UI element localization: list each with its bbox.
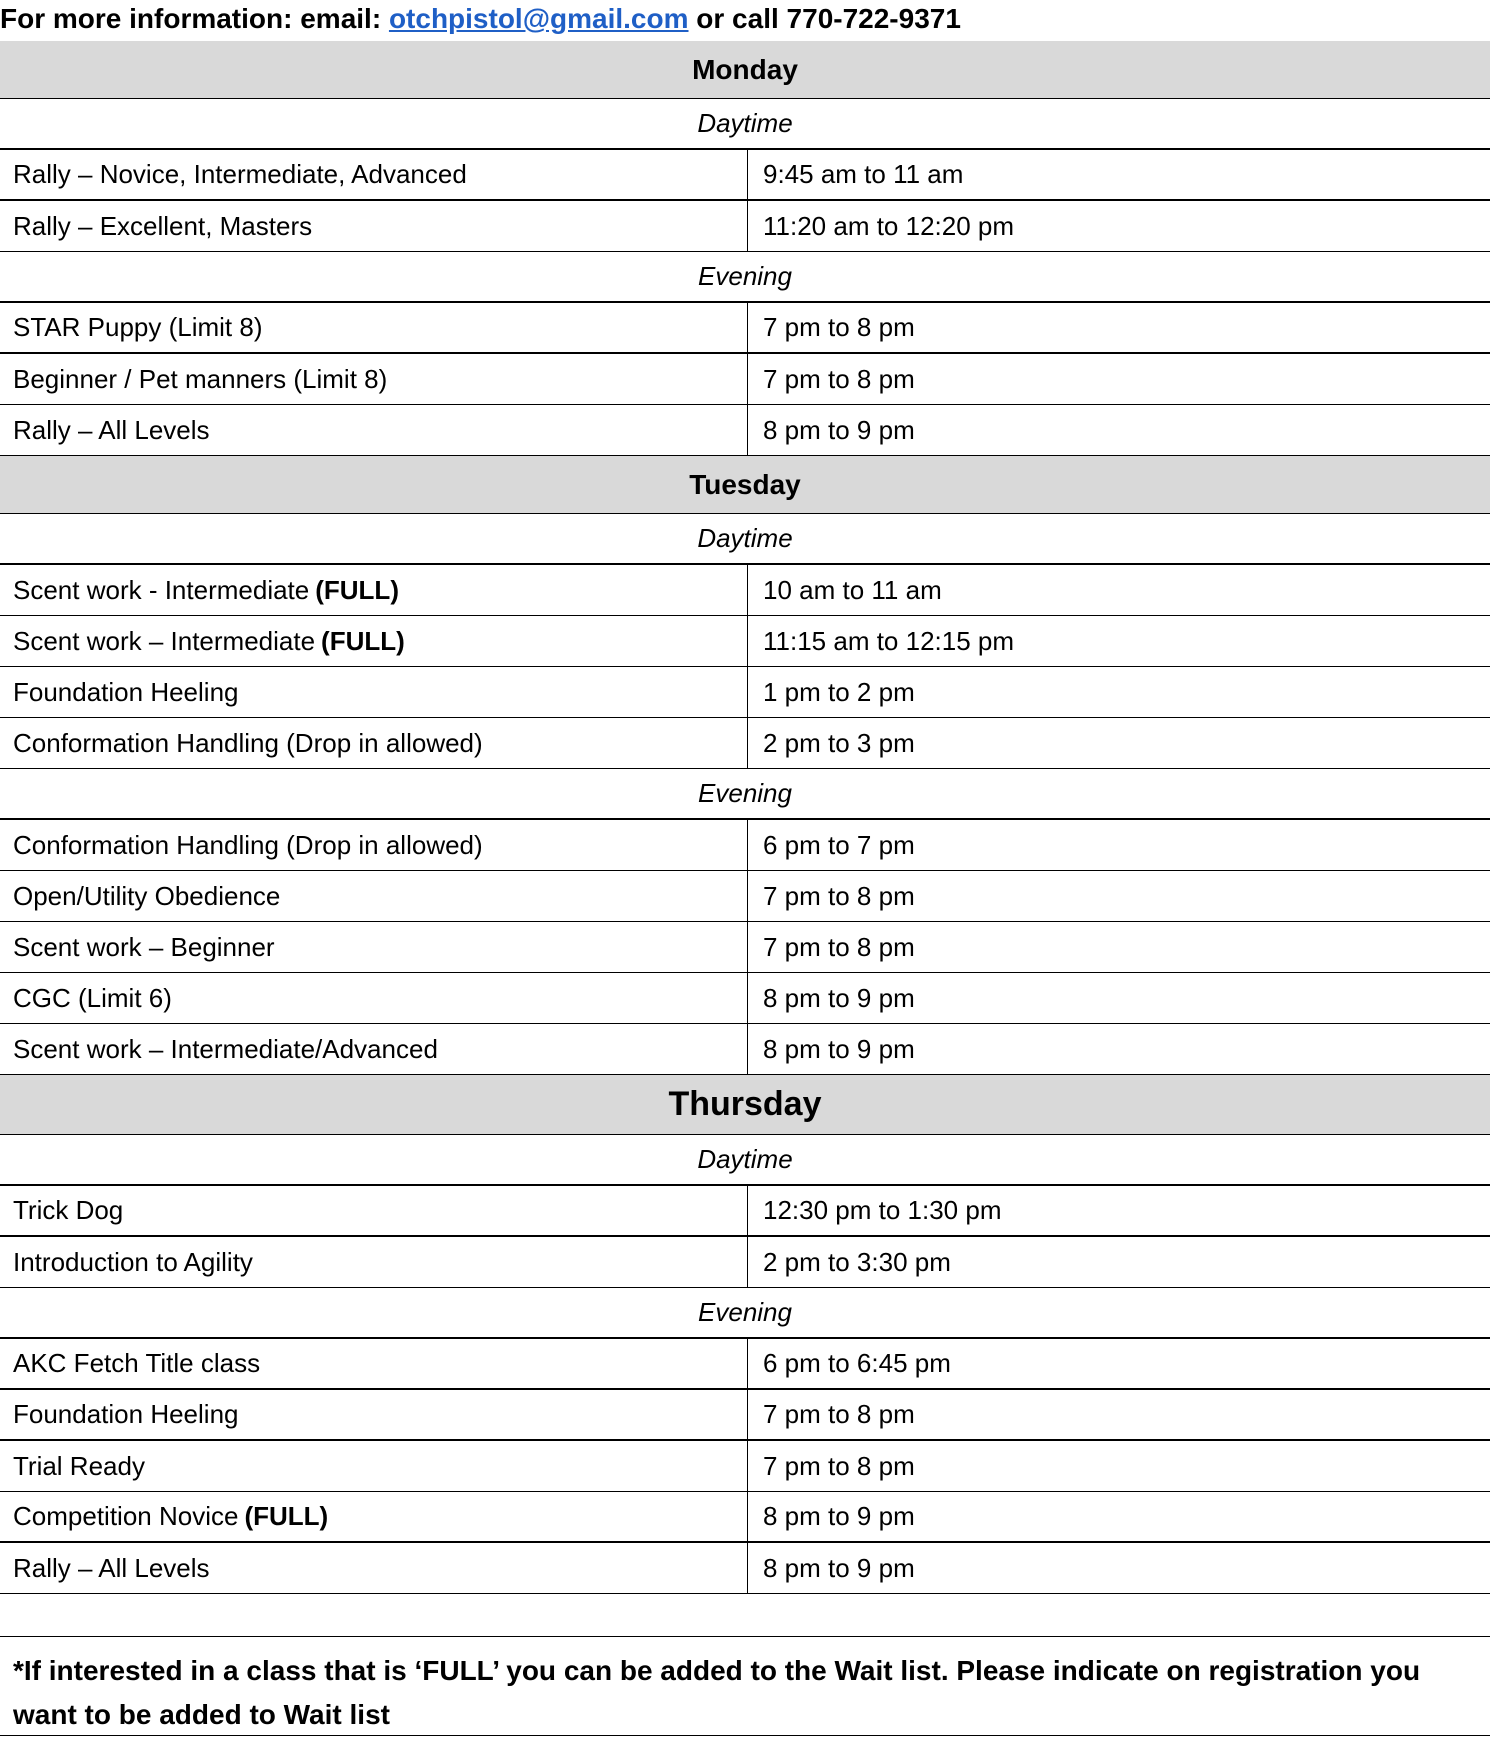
class-time: 2 pm to 3:30 pm (763, 1246, 951, 1277)
class-name: Trial Ready (13, 1450, 145, 1481)
wait-list-note-line-1: *If interested in a class that is ‘FULL’ you can be added to the Wait list. Please indicate on registration you (13, 1655, 1421, 1686)
class-time: 7 pm to 8 pm (763, 363, 915, 394)
class-name-cell (0, 1441, 748, 1491)
class-name: Competition Novice (13, 1501, 239, 1531)
class-row (0, 718, 1490, 769)
class-time: 2 pm to 3 pm (763, 727, 915, 758)
period-header: Evening (0, 1288, 1490, 1339)
contact-line (0, 0, 1490, 40)
class-name-cell (0, 1492, 748, 1541)
class-name-cell (0, 405, 748, 455)
class-time: 1 pm to 2 pm (763, 676, 915, 707)
class-name: CGC (Limit 6) (13, 982, 172, 1013)
class-time: 7 pm to 8 pm (763, 1450, 915, 1481)
class-row (0, 303, 1490, 354)
class-time: 12:30 pm to 1:30 pm (763, 1195, 1002, 1225)
day-header: Thursday (0, 1075, 1490, 1135)
class-name: Introduction to Agility (13, 1246, 253, 1277)
class-time: 7 pm to 8 pm (763, 880, 915, 911)
period-header: Daytime (0, 99, 1490, 150)
class-time: 8 pm to 9 pm (763, 1033, 915, 1064)
class-row (0, 1186, 1490, 1237)
contact-phone: or call 770-722-9371 (696, 3, 961, 34)
class-time: 11:20 am to 12:20 pm (763, 210, 1015, 241)
class-row (0, 150, 1490, 201)
full-badge: (FULL) (244, 1501, 329, 1531)
class-name-cell (0, 303, 748, 352)
class-row (0, 1237, 1490, 1288)
class-name-cell (0, 1339, 748, 1388)
class-name: STAR Puppy (Limit 8) (13, 312, 263, 342)
day-header: Tuesday (0, 456, 1490, 514)
class-name-cell (0, 718, 748, 768)
period-header: Daytime (0, 1135, 1490, 1186)
class-name: Foundation Heeling (13, 676, 239, 707)
class-name-cell (0, 922, 748, 972)
class-row (0, 354, 1490, 405)
class-name: Rally – Excellent, Masters (13, 210, 313, 241)
class-name-cell (0, 354, 748, 404)
class-name-cell (0, 1186, 748, 1235)
class-name-cell (0, 1237, 748, 1287)
class-time: 11:15 am to 12:15 pm (763, 625, 1015, 656)
class-name: Scent work – Intermediate/Advanced (13, 1033, 438, 1064)
class-row (0, 1339, 1490, 1390)
class-row (0, 405, 1490, 456)
class-name-cell (0, 1390, 748, 1439)
class-name-cell (0, 667, 748, 717)
class-time: 7 pm to 8 pm (763, 312, 915, 342)
class-row (0, 1390, 1490, 1441)
wait-list-note (0, 1636, 1490, 1736)
class-name: Rally – All Levels (13, 1552, 210, 1583)
class-time: 8 pm to 9 pm (763, 1501, 915, 1531)
class-name-cell (0, 1024, 748, 1074)
full-badge: (FULL) (321, 625, 405, 656)
class-time: 8 pm to 9 pm (763, 1552, 915, 1583)
class-time: 7 pm to 8 pm (763, 931, 915, 962)
class-name-cell (0, 973, 748, 1023)
class-name-cell (0, 871, 748, 921)
class-name-cell (0, 201, 748, 251)
wait-list-note-line-2: want to be added to Wait list (13, 1699, 390, 1730)
class-row (0, 667, 1490, 718)
class-name: Scent work – Intermediate (13, 625, 316, 656)
period-header: Daytime (0, 514, 1490, 565)
class-time: 8 pm to 9 pm (763, 414, 915, 445)
class-name: Rally – Novice, Intermediate, Advanced (13, 159, 467, 189)
class-name: Open/Utility Obedience (13, 880, 281, 911)
class-row (0, 1543, 1490, 1594)
class-name: Conformation Handling (Drop in allowed) (13, 727, 483, 758)
class-row (0, 201, 1490, 252)
class-schedule-table (0, 41, 1490, 1594)
day-header: Monday (0, 41, 1490, 99)
class-row (0, 1024, 1490, 1075)
class-row (0, 1492, 1490, 1543)
period-header: Evening (0, 769, 1490, 820)
class-row (0, 922, 1490, 973)
class-time: 8 pm to 9 pm (763, 982, 915, 1013)
class-time: 6 pm to 7 pm (763, 829, 915, 860)
email-link[interactable]: otchpistol@gmail.com (388, 3, 689, 34)
class-name: Scent work - Intermediate (13, 574, 310, 605)
class-name-cell (0, 616, 748, 666)
class-name: Rally – All Levels (13, 414, 210, 445)
class-name: Scent work – Beginner (13, 931, 275, 962)
class-row (0, 871, 1490, 922)
full-badge: (FULL) (315, 574, 399, 605)
class-name: Foundation Heeling (13, 1399, 239, 1429)
class-name-cell (0, 150, 748, 199)
class-row (0, 1441, 1490, 1492)
class-row (0, 973, 1490, 1024)
contact-prefix: For more information: email: (0, 3, 382, 34)
class-name-cell (0, 820, 748, 870)
class-time: 10 am to 11 am (763, 574, 942, 605)
class-name: AKC Fetch Title class (13, 1348, 261, 1378)
class-time: 9:45 am to 11 am (763, 159, 964, 189)
class-row (0, 565, 1490, 616)
class-row (0, 820, 1490, 871)
class-time: 6 pm to 6:45 pm (763, 1348, 951, 1378)
class-row (0, 616, 1490, 667)
class-time: 7 pm to 8 pm (763, 1399, 915, 1429)
class-name-cell (0, 565, 748, 615)
period-header: Evening (0, 252, 1490, 303)
class-name: Conformation Handling (Drop in allowed) (13, 829, 483, 860)
class-name-cell (0, 1543, 748, 1593)
class-name: Beginner / Pet manners (Limit 8) (13, 363, 388, 394)
class-name: Trick Dog (13, 1195, 124, 1225)
